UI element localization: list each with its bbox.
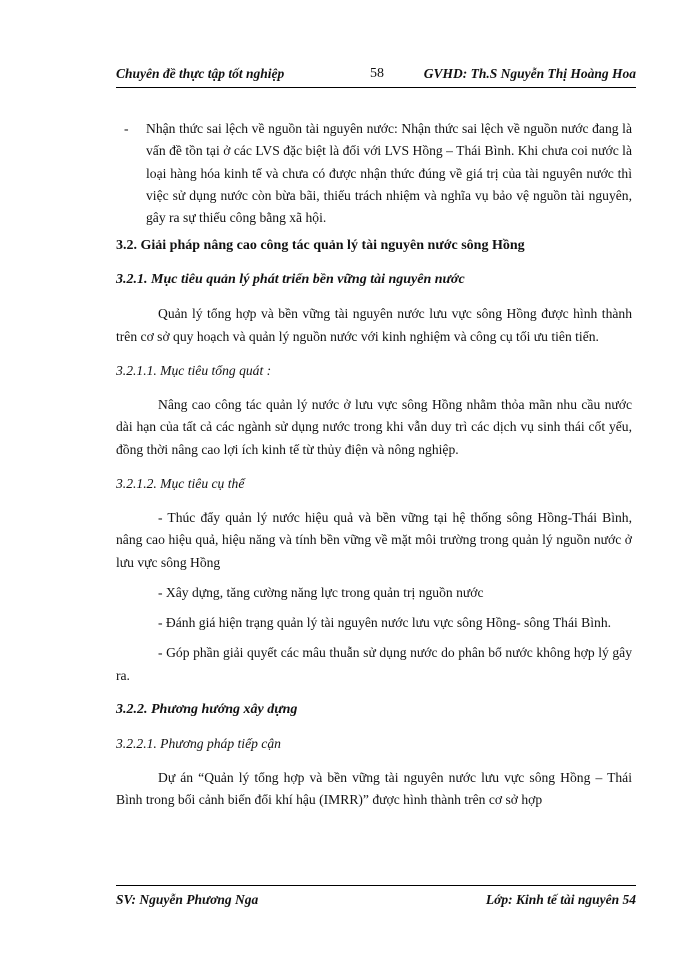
header-title: Chuyên đề thực tập tốt nghiệp — [116, 66, 285, 81]
footer-student: SV: Nguyễn Phương Nga — [116, 892, 259, 907]
footer-class: Lớp: Kinh tế tài nguyên 54 — [485, 892, 636, 907]
heading-3-2-1: 3.2.1. Mục tiêu quản lý phát triển bền vững tài nguyên nước — [116, 272, 465, 288]
list-item-3: - Đánh giá hiện trạng quản lý tài nguyên nước lưu vực sông Hồng- sông Thái Bình. — [158, 615, 612, 631]
paragraph-2: Nâng cao công tác quản lý nước ở lưu vực sông Hồng nhằm thỏa mãn nhu cầu nước dài hạn của tất cả các ngành sử dụng nước trong khi vẫn duy trì các dịch vụ sinh thái cốt yếu, đồng thời nâng cao lợi ích kinh tế từ thủy điện và nông nghiệp. — [116, 397, 632, 457]
bullet-text: Nhận thức sai lệch về nguồn tài nguyên nước: Nhận thức sai lệch về nguồn nước đang là vấn đề tồn tại ở các LVS đặc biệt là đối với LVS Hồng – Thái Bình. Khi chưa coi nước là loại hàng hóa kinh tế và chưa có được nhận thức đúng về giá trị của tài nguyên nước thì việc sử dụng nước còn bừa bãi, thiếu trách nhiệm và nghĩa vụ bảo vệ nguồn tài nguyên, gây ra sự thiếu công bằng xã hội. — [146, 121, 632, 226]
header-rule — [116, 87, 636, 88]
heading-3-2-2: 3.2.2. Phương hướng xây dựng — [116, 702, 298, 718]
heading-3-2-2-1: 3.2.2.1. Phương pháp tiếp cận — [116, 736, 281, 752]
page-header — [116, 66, 636, 84]
page-body — [116, 118, 632, 812]
list-item-4: - Góp phần giải quyết các mâu thuẫn sử dụng nước do phân bổ nước không hợp lý gây ra. — [116, 645, 632, 683]
page-number: 58 — [370, 66, 384, 81]
page-footer — [116, 892, 636, 910]
heading-3-2-1-1: 3.2.1.1. Mục tiêu tổng quát : — [116, 363, 272, 379]
paragraph-3: Dự án “Quản lý tổng hợp và bền vững tài nguyên nước lưu vực sông Hồng – Thái Bình trong bối cảnh biến đổi khí hậu (IMRR)” được hình thành trên cơ sở hợp — [116, 770, 632, 808]
paragraph-1: Quản lý tổng hợp và bền vững tài nguyên nước lưu vực sông Hồng được hình thành trên cơ sở quy hoạch và quản lý nguồn nước với kinh nghiệm và công cụ tối ưu tiên tiến. — [116, 306, 632, 344]
header-advisor: GVHD: Th.S Nguyễn Thị Hoàng Hoa — [423, 66, 636, 81]
bullet-dash: - — [124, 121, 129, 136]
heading-3-2-1-2: 3.2.1.2. Mục tiêu cụ thể — [116, 475, 245, 491]
list-item-1: - Thúc đẩy quản lý nước hiệu quả và bền vững tại hệ thống sông Hồng-Thái Bình, nâng cao hiệu quả, hiệu năng và tính bền vững về mặt môi trường trong quản lý nguồn nước ở lưu vực sông Hồng — [116, 509, 632, 570]
footer-rule — [116, 885, 636, 886]
bullet-paragraph — [116, 118, 632, 229]
list-item-2: - Xây dựng, tăng cường năng lực trong quản trị nguồn nước — [158, 584, 484, 600]
heading-3-2: 3.2. Giải pháp nâng cao công tác quản lý tài nguyên nước sông Hồng — [116, 238, 525, 254]
